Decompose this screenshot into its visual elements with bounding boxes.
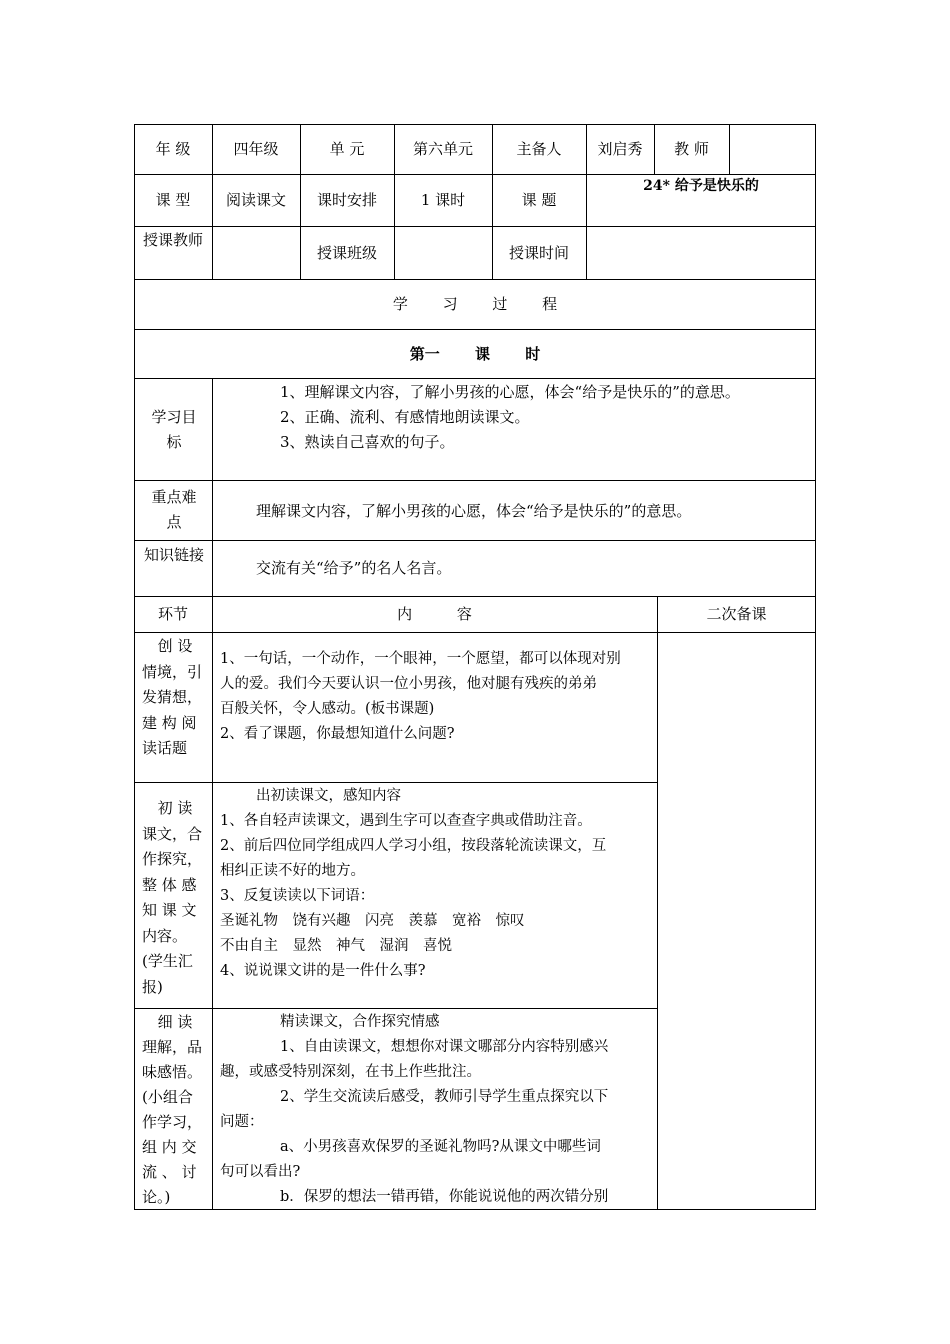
time-label: 授课时间 xyxy=(508,243,569,262)
grade-label: 年 级 xyxy=(155,140,191,158)
period-title: 第一 课 时 xyxy=(409,344,541,363)
keypoints-text: 理解课文内容，了解小男孩的心愿，体会“给予是快乐的”的意思。 xyxy=(256,502,692,520)
topic-value: 24* 给予是快乐的 xyxy=(643,178,759,194)
step-label: 初 读 课文，合 作探究， 整 体 感 知 课 文 内容。 (学生汇 报) xyxy=(142,799,203,996)
type-value: 阅读课文 xyxy=(225,191,286,209)
step-content: 1、一句话，一个动作，一个眼神，一个愿望，都可以体现对别 人的爱。我们今天要认识一位小男孩，他对腿有残疾的弟弟 百般关怀，令人感动。(板书课题) 2、看了课题，你最想知道什么问题? xyxy=(220,651,621,742)
goals-list xyxy=(280,380,810,455)
class-label: 授课班级 xyxy=(316,243,377,262)
keypoints-label: 重点难点 xyxy=(151,488,197,531)
goals-item: 2、正确、流利、有感情地朗读课文。 xyxy=(280,408,530,426)
step-content: 出初读课文，感知内容 1、各自轻声读课文，遇到生字可以查查字典或借助注音。 2、前后四位同学组成四人学习小组，按段落轮流读课文，互 相纠正读不好的地方。 3、反复读读以下词语： 圣诞礼物 饶有兴趣 闪亮 羡慕 宽裕 惊叹 不由自主 显然 神气 湿润 喜悦 4、说说课文讲的是一件什么事? xyxy=(220,788,607,979)
knowledge-label: 知识链接 xyxy=(143,546,204,564)
section-title: 学 习 过 程 xyxy=(392,295,558,313)
unit-value: 第六单元 xyxy=(412,140,473,158)
type-label: 课 型 xyxy=(155,191,191,209)
content-column-header: 内 容 xyxy=(397,605,472,623)
goals-item: 3、熟读自己喜欢的句子。 xyxy=(280,433,455,451)
grade-value: 四年级 xyxy=(233,140,279,158)
lesson-plan-table xyxy=(134,124,816,1210)
step-label: 细 读 理解，品 味感悟。 (小组合 作学习， 组 内 交 流 、 讨 论。) xyxy=(142,1013,203,1206)
hours-value: 1 课时 xyxy=(420,191,466,209)
step-label: 创 设 情境，引 发猜想， 建 构 阅 读话题 xyxy=(142,637,203,757)
topic-label: 课 题 xyxy=(521,191,557,209)
goals-item: 1、理解课文内容，了解小男孩的心愿，体会“给予是快乐的”的意思。 xyxy=(280,383,740,401)
preparer-value: 刘启秀 xyxy=(597,140,643,158)
instructor-label: 授课教师 xyxy=(142,231,203,249)
hours-label: 课时安排 xyxy=(316,191,377,209)
preparer-label: 主备人 xyxy=(516,140,562,158)
knowledge-text: 交流有关“给予”的名人名言。 xyxy=(256,559,452,577)
step-column-header: 环节 xyxy=(157,605,188,623)
unit-label: 单 元 xyxy=(329,140,365,158)
teacher-label: 教 师 xyxy=(674,140,709,158)
secondary-column-header: 二次备课 xyxy=(706,605,767,623)
step-content: 精读课文，合作探究情感 1、自由读课文，想想你对课文哪部分内容特别感兴 趣，或感受特别深刻，在书上作些批注。 2、学生交流读后感受，教师引导学生重点探究以下 问题： a、小男孩喜欢保罗的圣诞礼物吗?从课文中哪些词 句可以看出? b．保罗的想法一错再错，你能说说他的两次错分别 xyxy=(220,1014,609,1205)
goals-label: 学习目标 xyxy=(151,408,197,451)
